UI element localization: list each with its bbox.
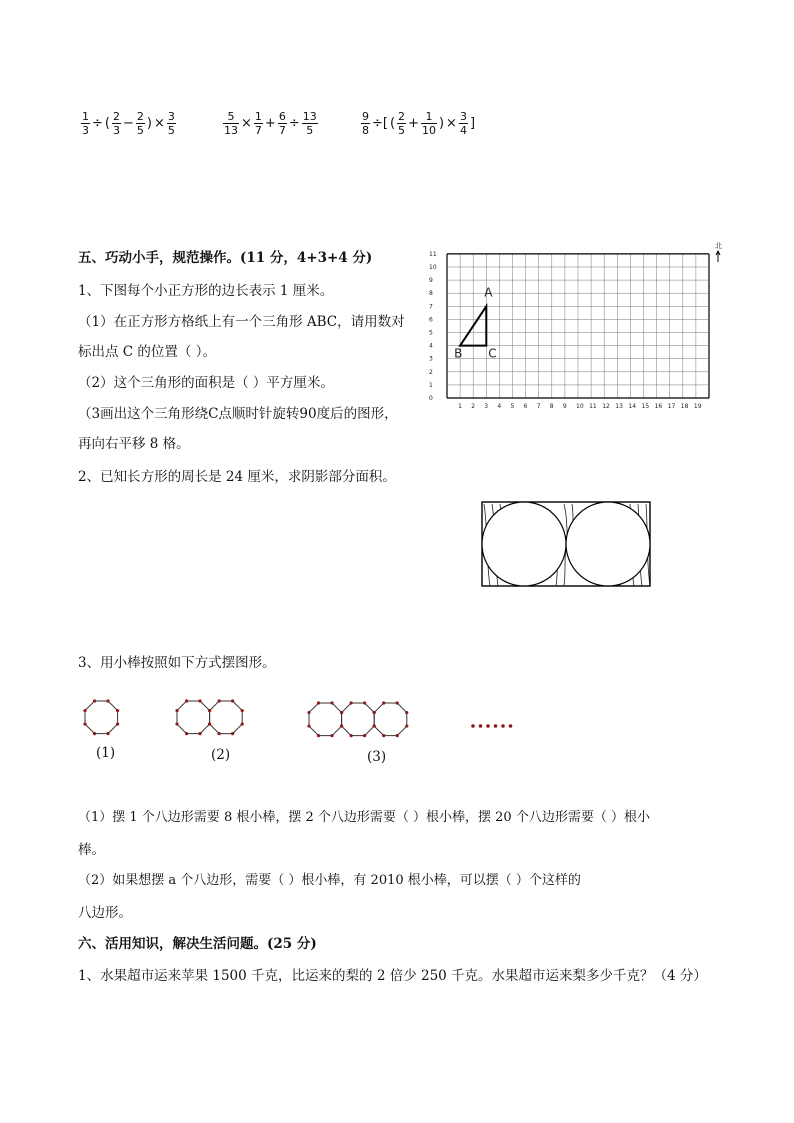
y-tick-label: 10	[429, 264, 437, 271]
north-label: 北	[715, 242, 722, 250]
stick-joint	[396, 734, 399, 737]
stick-joint	[198, 732, 201, 735]
north-arrow-icon	[716, 251, 720, 262]
ellipsis-dot	[486, 724, 490, 728]
stick-joint	[340, 711, 343, 714]
octagon-chain	[83, 699, 119, 735]
octagon	[309, 703, 342, 736]
question-6-1: 1、水果超市运来苹果 1500 千克，比运来的梨的 2 倍少 250 千克。水果超市运来梨多少千克？（4 分）	[78, 968, 707, 984]
x-tick-label: 12	[602, 403, 610, 410]
stick-joint	[350, 701, 353, 704]
coordinate-grid	[425, 240, 725, 415]
stick-joint	[93, 732, 96, 735]
octagon-chain	[307, 701, 408, 737]
question-5-3-1a: （1）摆 1 个八边形需要 8 根小棒，摆 2 个八边形需要（ ）根小棒，摆 20 个八边形需要（ ）根小	[78, 810, 650, 825]
y-tick-label: 7	[429, 303, 433, 311]
stick-joint	[340, 724, 343, 727]
y-tick-label: 6	[429, 316, 433, 324]
stick-joint	[208, 709, 211, 712]
point-c-label: C	[488, 346, 497, 361]
question-5-3: 3、用小棒按照如下方式摆图形。	[78, 655, 276, 671]
x-tick-label: 10	[576, 403, 584, 410]
expression-3: $\frac{9}{8}$ ÷[ ( $\frac{2}{5}$ + $\frac{1}{10}$ ) × $\frac{3}{4}$ ]	[362, 110, 476, 137]
question-5-1-3a: （3画出这个三角形绕C点顺时针旋转90度后的图形，	[78, 406, 398, 422]
stick-joint	[382, 734, 385, 737]
stick-joint	[373, 711, 376, 714]
question-5-2: 2、已知长方形的周长是 24 厘米，求阴影部分面积。	[78, 469, 396, 485]
stick-joint	[185, 699, 188, 702]
octagon-chain	[175, 699, 243, 735]
stick-joint	[185, 732, 188, 735]
figure-label-3: (3)	[367, 749, 387, 765]
stick-joint	[93, 699, 96, 702]
stick-joint	[350, 734, 353, 737]
stick-joint	[231, 699, 234, 702]
question-5-1-1a: （1）在正方形方格纸上有一个三角形 ABC，请用数对	[78, 314, 405, 330]
stick-joint	[198, 699, 201, 702]
section-6-title: 六、活用知识，解决生活问题。(25 分)	[78, 936, 317, 952]
stick-joint	[317, 734, 320, 737]
stick-joint	[405, 711, 408, 714]
stick-joint	[405, 724, 408, 727]
rectangle-circles-figure	[480, 500, 654, 590]
y-tick-label: 2	[429, 368, 433, 376]
stick-joint	[106, 699, 109, 702]
x-tick-label: 3	[484, 403, 489, 410]
section-5-title: 五、巧动小手，规范操作。(11 分，4+3+4 分)	[78, 250, 373, 266]
y-tick-label: 9	[429, 277, 433, 285]
x-tick-label: 16	[654, 403, 663, 410]
stick-joint	[218, 699, 221, 702]
x-tick-label: 19	[693, 403, 702, 410]
x-tick-label: 9	[562, 403, 567, 410]
ellipsis-dot	[479, 724, 483, 728]
stick-joint	[241, 722, 244, 725]
question-5-1-3b: 再向右平移 8 格。	[78, 436, 190, 452]
stick-joint	[231, 732, 234, 735]
stick-joint	[208, 722, 211, 725]
x-tick-label: 14	[628, 403, 637, 410]
stick-joint	[307, 711, 310, 714]
question-5-1-2: （2）这个三角形的面积是（ ）平方厘米。	[78, 375, 334, 391]
x-tick-label: 17	[667, 403, 676, 410]
x-tick-label: 15	[641, 403, 650, 410]
ellipsis-dot	[509, 724, 513, 728]
x-tick-label: 18	[680, 403, 689, 410]
x-tick-label: 7	[536, 403, 541, 410]
circle-right	[566, 502, 650, 586]
y-tick-label: 8	[429, 290, 433, 298]
x-tick-label: 11	[589, 403, 597, 410]
octagon	[210, 701, 243, 734]
stick-joint	[106, 732, 109, 735]
octagon-figures	[75, 695, 545, 775]
x-tick-label: 5	[510, 403, 515, 410]
octagon	[177, 701, 210, 734]
stick-joint	[175, 709, 178, 712]
stick-joint	[382, 701, 385, 704]
y-tick-label: 4	[429, 342, 433, 350]
octagon	[85, 701, 118, 734]
ellipsis-dot	[494, 724, 498, 728]
stick-joint	[307, 724, 310, 727]
stick-joint	[330, 701, 333, 704]
point-a-label: A	[484, 285, 493, 300]
x-tick-label: 13	[615, 403, 623, 410]
x-tick-label: 6	[523, 403, 528, 410]
question-5-1: 1、下图每个小正方形的边长表示 1 厘米。	[78, 283, 334, 299]
y-tick-label: 1	[429, 381, 433, 389]
y-tick-label: 3	[429, 355, 433, 363]
question-5-3-2a: （2）如果想摆 a 个八边形，需要（ ）根小棒，有 2010 根小棒，可以摆（ ）个这样的	[78, 873, 581, 888]
stick-joint	[363, 701, 366, 704]
stick-joint	[83, 722, 86, 725]
question-5-3-1b: 棒。	[78, 842, 105, 858]
stick-joint	[330, 734, 333, 737]
stick-joint	[116, 722, 119, 725]
stick-joint	[218, 732, 221, 735]
stick-joint	[396, 701, 399, 704]
stick-joint	[317, 701, 320, 704]
x-tick-label: 2	[471, 403, 476, 410]
x-tick-label: 8	[549, 403, 554, 410]
y-tick-label: 11	[429, 250, 437, 258]
y-tick-label: 0	[429, 395, 433, 402]
expression-2: $\frac{5}{13}$ × $\frac{1}{7}$ + $\frac{6}{7}$ ÷ $\frac{13}{5}$	[224, 110, 317, 137]
question-5-1-1b: 标出点 C 的位置（ ）。	[78, 344, 216, 360]
ellipsis-dot	[471, 724, 475, 728]
point-b-label: B	[454, 346, 463, 361]
circle-left	[482, 502, 566, 586]
x-tick-label: 4	[497, 403, 502, 410]
figure-label-2: (2)	[211, 747, 231, 763]
figure-label-1: (1)	[96, 745, 116, 761]
octagon	[374, 703, 407, 736]
stick-joint	[241, 709, 244, 712]
expression-1: $\frac{1}{3}$ ÷ ( $\frac{2}{3}$ − $\frac{2}{5}$ ) × $\frac{3}{5}$	[82, 110, 175, 137]
stick-joint	[363, 734, 366, 737]
stick-joint	[116, 709, 119, 712]
stick-joint	[175, 722, 178, 725]
octagon	[342, 703, 375, 736]
stick-joint	[83, 709, 86, 712]
fraction: $\frac{1}{3}$	[82, 110, 89, 137]
ellipsis-dot	[501, 724, 505, 728]
question-5-3-2b: 八边形。	[78, 905, 132, 921]
stick-joint	[373, 724, 376, 727]
x-tick-label: 1	[458, 403, 462, 410]
y-tick-label: 5	[429, 329, 433, 337]
